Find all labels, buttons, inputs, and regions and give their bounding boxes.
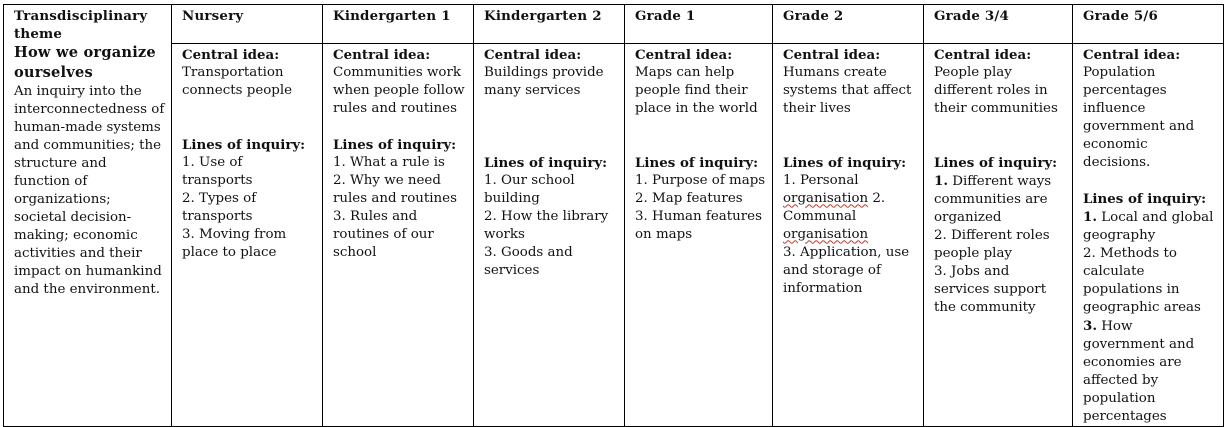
inquiry-line: 3. Moving from place to place — [182, 226, 287, 260]
lines-of-inquiry-label: Lines of inquiry: — [635, 154, 759, 171]
inquiry-line: 3. Human features on maps — [635, 208, 762, 242]
inquiry-line: 3. Goods and services — [484, 244, 573, 278]
inquiry-line: 2. Different roles people play — [934, 227, 1050, 261]
theme-name: How we organize ourselves — [14, 44, 156, 81]
central-idea-text: Population percentages influence government and economic decisions. — [1083, 64, 1195, 170]
content-row — [4, 43, 1224, 426]
lines-of-inquiry-label: Lines of inquiry: — [934, 154, 1058, 171]
inquiry-line-text: Communal — [783, 208, 857, 224]
header-kindergarten-2: Kindergarten 2 — [474, 5, 625, 44]
header-grade-3-4: Grade 3/4 — [924, 5, 1073, 44]
inquiry-line: 3. How government and economies are affected by population percentages — [1083, 317, 1195, 424]
cell-nursery — [172, 43, 323, 426]
inquiry-line: 2. Types of transports — [182, 190, 257, 224]
header-grade-5-6: Grade 5/6 — [1073, 5, 1224, 44]
inquiry-line: 2. How the library works — [484, 208, 609, 242]
cell-grade-1 — [625, 43, 773, 426]
header-theme: Transdisciplinary theme — [4, 5, 172, 44]
inquiry-line: 1. What a rule is — [333, 154, 445, 170]
inquiry-line: 1. Use of transports — [182, 154, 253, 188]
inquiry-line-prefix: 1. Personal — [783, 172, 859, 188]
header-nursery: Nursery — [172, 5, 323, 44]
inquiry-line — [783, 172, 917, 244]
inquiry-line: 1. Local and global geography — [1083, 208, 1214, 243]
lines-of-inquiry-label: Lines of inquiry: — [182, 136, 306, 153]
central-idea-label: Central idea: — [934, 46, 1032, 63]
lines-of-inquiry-label: Lines of inquiry: — [333, 136, 457, 153]
central-idea-label: Central idea: — [783, 46, 881, 63]
central-idea-label: Central idea: — [484, 46, 582, 63]
inquiry-line: 2. Methods to calculate populations in geographic areas — [1083, 245, 1201, 315]
cell-grade-3-4 — [924, 43, 1073, 426]
inquiry-line: 2. Map features — [635, 190, 743, 206]
spellcheck-word: organisation — [783, 190, 869, 206]
inquiry-line: 3. Rules and routines of our school — [333, 208, 434, 260]
cell-kindergarten-2 — [474, 43, 625, 426]
header-grade-2: Grade 2 — [773, 5, 924, 44]
programme-of-inquiry-table — [3, 4, 1224, 427]
header-row — [4, 5, 1224, 44]
inquiry-line: 1. Our school building — [484, 172, 575, 206]
lines-of-inquiry-label: Lines of inquiry: — [1083, 190, 1207, 207]
central-idea-label: Central idea: — [635, 46, 733, 63]
inquiry-line: 3. Jobs and services support the community — [934, 263, 1047, 315]
cell-grade-5-6 — [1073, 43, 1224, 426]
cell-grade-2 — [773, 43, 924, 426]
central-idea-text: Transportation connects people — [182, 64, 293, 98]
cell-kindergarten-1 — [323, 43, 474, 426]
lines-of-inquiry-label: Lines of inquiry: — [484, 154, 608, 171]
inquiry-line: 2. Why we need rules and routines — [333, 172, 457, 206]
theme-cell — [4, 43, 172, 426]
central-idea-label: Central idea: — [182, 46, 280, 63]
central-idea-text: People play different roles in their communities — [934, 64, 1058, 116]
inquiry-line: 3. Application, use and storage of information — [783, 244, 910, 296]
central-idea-text: Buildings provide many services — [484, 64, 604, 98]
spellcheck-word: organisation — [783, 226, 869, 242]
inquiry-line: 1. Different ways communities are organized — [934, 172, 1052, 225]
inquiry-line: 1. Purpose of maps — [635, 172, 766, 188]
central-idea-text: Maps can help people find their place in the world — [635, 64, 758, 116]
central-idea-label: Central idea: — [1083, 46, 1181, 63]
inquiry-line-number: 2. — [872, 190, 886, 206]
central-idea-label: Central idea: — [333, 46, 431, 63]
lines-of-inquiry-label: Lines of inquiry: — [783, 154, 907, 171]
header-kindergarten-1: Kindergarten 1 — [323, 5, 474, 44]
central-idea-text: Communities work when people follow rules and routines — [333, 64, 465, 116]
central-idea-text: Humans create systems that affect their lives — [783, 64, 912, 116]
theme-description: An inquiry into the interconnectedness of human-made systems and communities; the structure and function of organizations; societal decision-making; economic activities and their impact on humankind and the environment. — [14, 84, 165, 297]
header-grade-1: Grade 1 — [625, 5, 773, 44]
